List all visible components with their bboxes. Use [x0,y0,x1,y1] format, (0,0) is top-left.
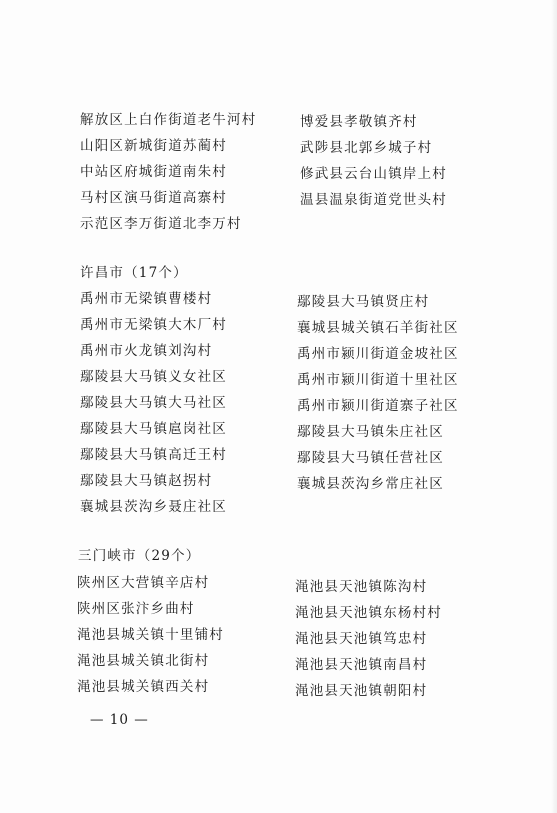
list-item: 渑池县天池镇东杨村村 [295,605,442,621]
list-item: 渑池县城关镇西关村 [77,679,210,695]
list-item: 渑池县城关镇十里铺村 [77,627,224,643]
list-item: 禹州市颍川街道金坡社区 [297,346,459,362]
list-item: 渑池县城关镇北街村 [77,653,210,669]
sanmenxia-left-list [77,570,224,700]
jiaozuo-left-list [80,107,256,237]
list-item: 鄢陵县大马镇赵拐村 [80,473,213,489]
list-item: 禹州市火龙镇刘沟村 [80,343,213,359]
xuchang-right-list [297,289,459,497]
list-item: 渑池县天池镇南昌村 [295,657,428,673]
list-item: 武陟县北郭乡城子村 [300,140,433,156]
list-item: 鄢陵县大马镇扈岗社区 [80,421,227,437]
list-item: 渑池县天池镇陈沟村 [295,579,428,595]
list-item: 马村区演马街道高寨村 [80,190,227,206]
sanmenxia-right-list [295,574,442,704]
list-item: 渑池县天池镇笃忠村 [295,631,428,647]
jiaozuo-right-list [300,109,447,213]
xuchang-left-list [80,286,227,520]
list-item: 禹州市颍川街道寨子社区 [297,398,459,414]
list-item: 鄢陵县大马镇大马社区 [80,395,227,411]
list-item: 鄢陵县大马镇义女社区 [80,369,227,385]
list-item: 陕州区张汴乡曲村 [77,601,195,617]
list-item: 襄城县城关镇石羊街社区 [297,320,459,336]
list-item: 解放区上白作街道老牛河村 [80,112,257,128]
list-item: 禹州市无梁镇大木厂村 [80,317,227,333]
page-edge-shadow [551,0,557,813]
list-item: 鄢陵县大马镇朱庄社区 [297,424,444,440]
list-item: 温县温泉街道党世头村 [300,192,447,208]
list-item: 示范区李万街道北李万村 [80,216,242,232]
list-item: 鄢陵县大马镇高迁王村 [80,447,227,463]
list-item: 襄城县茨沟乡常庄社区 [297,476,444,492]
list-item: 陕州区大营镇辛店村 [77,575,210,591]
list-item: 襄城县茨沟乡聂庄社区 [80,499,227,515]
list-item: 修武县云台山镇岸上村 [300,166,447,182]
page-number: — 10 — [90,712,149,728]
list-item: 博爱县孝敬镇齐村 [300,114,418,130]
list-item: 禹州市颍川街道十里社区 [297,372,459,388]
list-item: 鄢陵县大马镇贤庄村 [297,294,430,310]
list-item: 鄢陵县大马镇任营社区 [297,450,444,466]
section-title-sanmenxia: 三门峡市（29个） [78,548,201,564]
list-item: 中站区府城街道南朱村 [80,164,227,180]
section-title-xuchang: 许昌市（17个） [80,265,188,281]
list-item: 禹州市无梁镇曹楼村 [80,291,213,307]
list-item: 渑池县天池镇朝阳村 [295,683,428,699]
list-item: 山阳区新城街道苏蔺村 [80,138,227,154]
